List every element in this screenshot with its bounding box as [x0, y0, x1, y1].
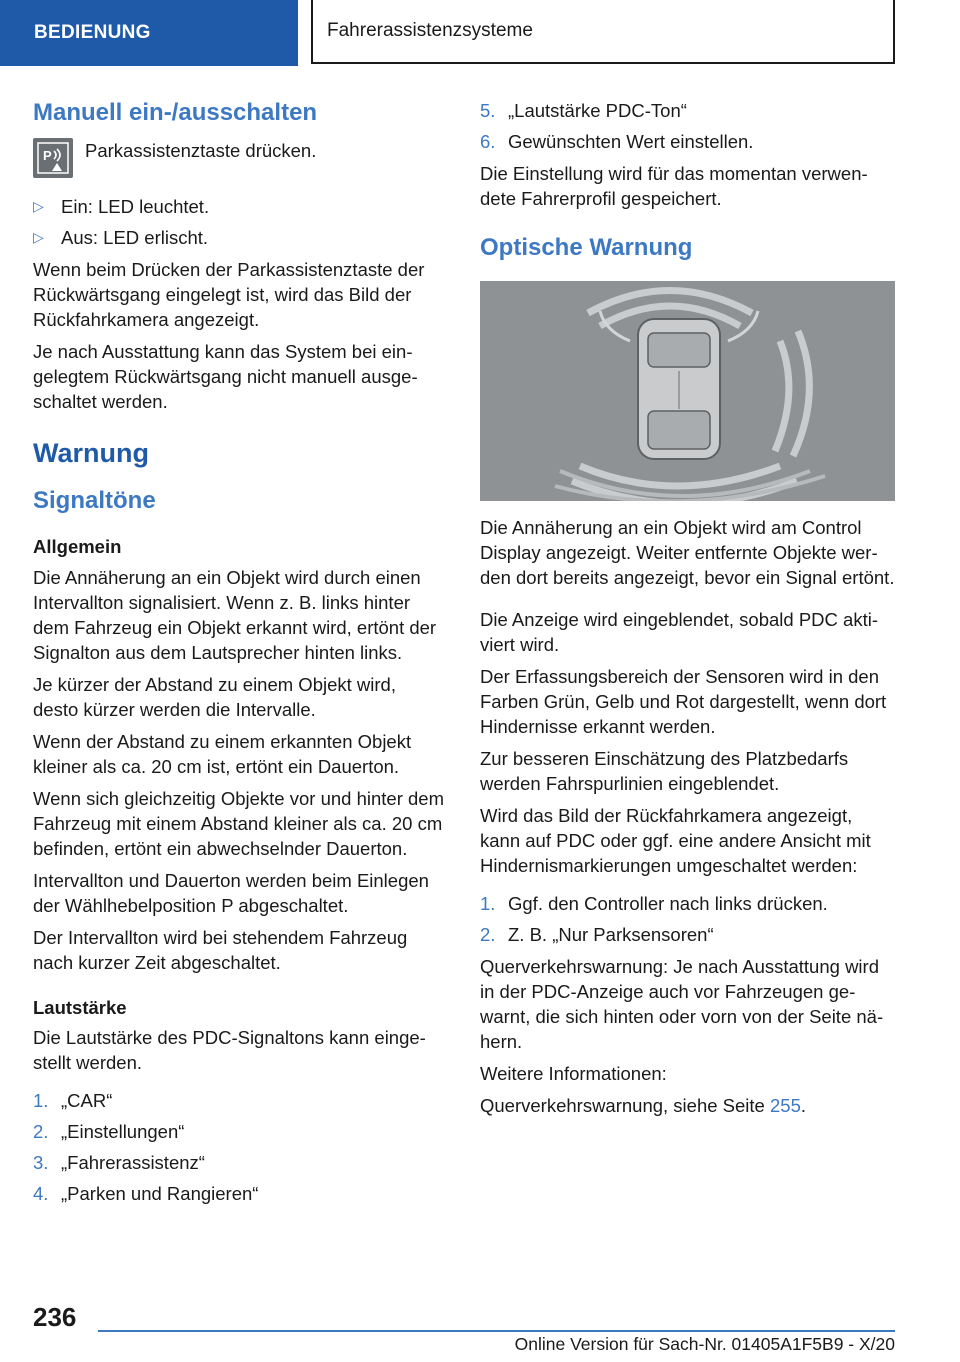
step-number: 1. — [480, 893, 496, 914]
paragraph: Je kürzer der Abstand zu einem Objekt wird, desto kürzer werden die Intervalle. — [33, 674, 396, 720]
paragraph: Intervallton und Dauerton werden beim Einlegen der Wählhebelposition P abgeschaltet. — [33, 870, 429, 916]
list-item — [33, 1088, 445, 1113]
right-column — [480, 98, 896, 1118]
paragraph: Je nach Ausstattung kann das System bei eingelegtem Rückwärtsgang nicht manuell ausgeschaltet werden. — [33, 341, 418, 412]
step-text: „Einstellungen“ — [61, 1121, 185, 1142]
pdc-display-image — [480, 281, 895, 501]
section-title: BEDIENUNG — [34, 22, 151, 43]
heading-optische-warnung: Optische Warnung — [480, 234, 693, 261]
reference-text: Querverkehrswarnung, siehe Seite — [480, 1095, 765, 1116]
parking-sensor-illustration — [480, 281, 895, 501]
bullet-text: Ein: LED leuchtet. — [61, 196, 210, 217]
list-item — [480, 922, 896, 947]
reference-suffix: . — [800, 1095, 807, 1116]
park-assist-button-icon — [33, 138, 73, 178]
paragraph: Wenn der Abstand zu einem erkannten Objekt kleiner als ca. 20 cm ist, ertönt ein Dauerton. — [33, 731, 412, 777]
section-tab — [0, 0, 298, 66]
step-number: 4. — [33, 1183, 49, 1204]
step-number: 1. — [33, 1090, 49, 1111]
paragraph: Die Anzeige wird eingeblendet, sobald PDC aktiviert wird. — [480, 609, 878, 655]
paragraph: Die Annäherung an ein Objekt wird am Control Display angezeigt. Weiter entfernte Objekte werden dort bereits angezeigt, bevor ein Signal ertönt. — [480, 517, 895, 588]
step-number: 3. — [33, 1152, 49, 1173]
step-text: Gewünschten Wert einstellen. — [508, 131, 754, 152]
bullet-text: Aus: LED erlischt. — [61, 227, 209, 248]
heading-manual: Manuell ein-/ausschalten — [33, 99, 318, 126]
list-item — [33, 1181, 445, 1206]
paragraph: Querverkehrswarnung: Je nach Ausstattung wird in der PDC-Anzeige auch vor Fahrzeugen gewarnt, die sich hinten oder vorn von der Seite nähern. — [480, 956, 884, 1052]
step-text: „Lautstärke PDC-Ton“ — [508, 100, 687, 121]
chapter-header — [311, 0, 895, 64]
paragraph: Weitere Informationen: — [480, 1063, 667, 1084]
paragraph: Wenn sich gleichzeitig Objekte vor und hinter dem Fahrzeug mit einem Abstand kleiner als ca. 20 cm befinden, ertönt ein abwechselnder Dauerton. — [33, 788, 444, 859]
triangle-bullet-icon: ▷ — [33, 198, 44, 214]
page-number: 236 — [33, 1302, 77, 1332]
list-item — [33, 1119, 445, 1144]
paragraph: Der Intervallton wird bei stehendem Fahrzeug nach kurzer Zeit abgeschaltet. — [33, 927, 408, 973]
paragraph-with-link — [480, 1093, 896, 1118]
list-item — [33, 194, 445, 219]
chapter-title: Fahrerassistenzsysteme — [327, 20, 533, 41]
left-column — [33, 98, 445, 1206]
list-item — [33, 1150, 445, 1175]
footer-divider — [98, 1330, 895, 1332]
footer-online-version: Online Version für Sach-Nr. 01405A1F5B9 - X/20 — [514, 1334, 895, 1354]
press-text: Parkassistenztaste drücken. — [85, 140, 317, 161]
step-text: „Fahrerassistenz“ — [61, 1152, 205, 1173]
list-item — [33, 225, 445, 250]
step-text: „Parken und Rangieren“ — [61, 1183, 259, 1204]
heading-lautstaerke: Lautstärke — [33, 997, 127, 1018]
step-number: 6. — [480, 131, 496, 152]
triangle-bullet-icon: ▷ — [33, 229, 44, 245]
step-text: Ggf. den Controller nach links drücken. — [508, 893, 828, 914]
paragraph: Wird das Bild der Rückfahrkamera angezeigt, kann auf PDC oder ggf. eine andere Ansicht mit Hindernismarkierungen umgeschaltet werden: — [480, 805, 871, 876]
heading-signaltoene: Signaltöne — [33, 487, 156, 514]
paragraph: Wenn beim Drücken der Parkassistenztaste der Rückwärtsgang eingelegt ist, wird das Bild der Rückfahrkamera angezeigt. — [33, 259, 425, 330]
button-instruction — [33, 138, 445, 178]
list-item — [480, 98, 896, 123]
list-item — [480, 129, 896, 154]
page-link[interactable]: 255 — [770, 1095, 801, 1116]
paragraph: Der Erfassungsbereich der Sensoren wird in den Farben Grün, Gelb und Rot dargestellt, wenn dort Hindernisse erkannt werden. — [480, 666, 887, 737]
step-number: 2. — [480, 924, 496, 945]
step-number: 2. — [33, 1121, 49, 1142]
heading-warnung: Warnung — [33, 438, 149, 468]
paragraph: Die Lautstärke des PDC-Signaltons kann eingestellt werden. — [33, 1027, 426, 1073]
svg-text:P: P — [43, 148, 52, 163]
step-text: „CAR“ — [61, 1090, 113, 1111]
paragraph: Die Annäherung an ein Objekt wird durch einen Intervallton signalisiert. Wenn z. B. links hinter dem Fahrzeug ein Objekt erkannt wird, ertönt der Signalton aus dem Lautsprecher hinten links. — [33, 567, 437, 663]
heading-allgemein: Allgemein — [33, 536, 122, 557]
paragraph: Die Einstellung wird für das momentan verwendete Fahrerprofil gespeichert. — [480, 163, 868, 209]
list-item — [480, 891, 896, 916]
paragraph: Zur besseren Einschätzung des Platzbedarfs werden Fahrspurlinien eingeblendet. — [480, 748, 849, 794]
step-text: Z. B. „Nur Parksensoren“ — [508, 924, 714, 945]
step-number: 5. — [480, 100, 496, 121]
